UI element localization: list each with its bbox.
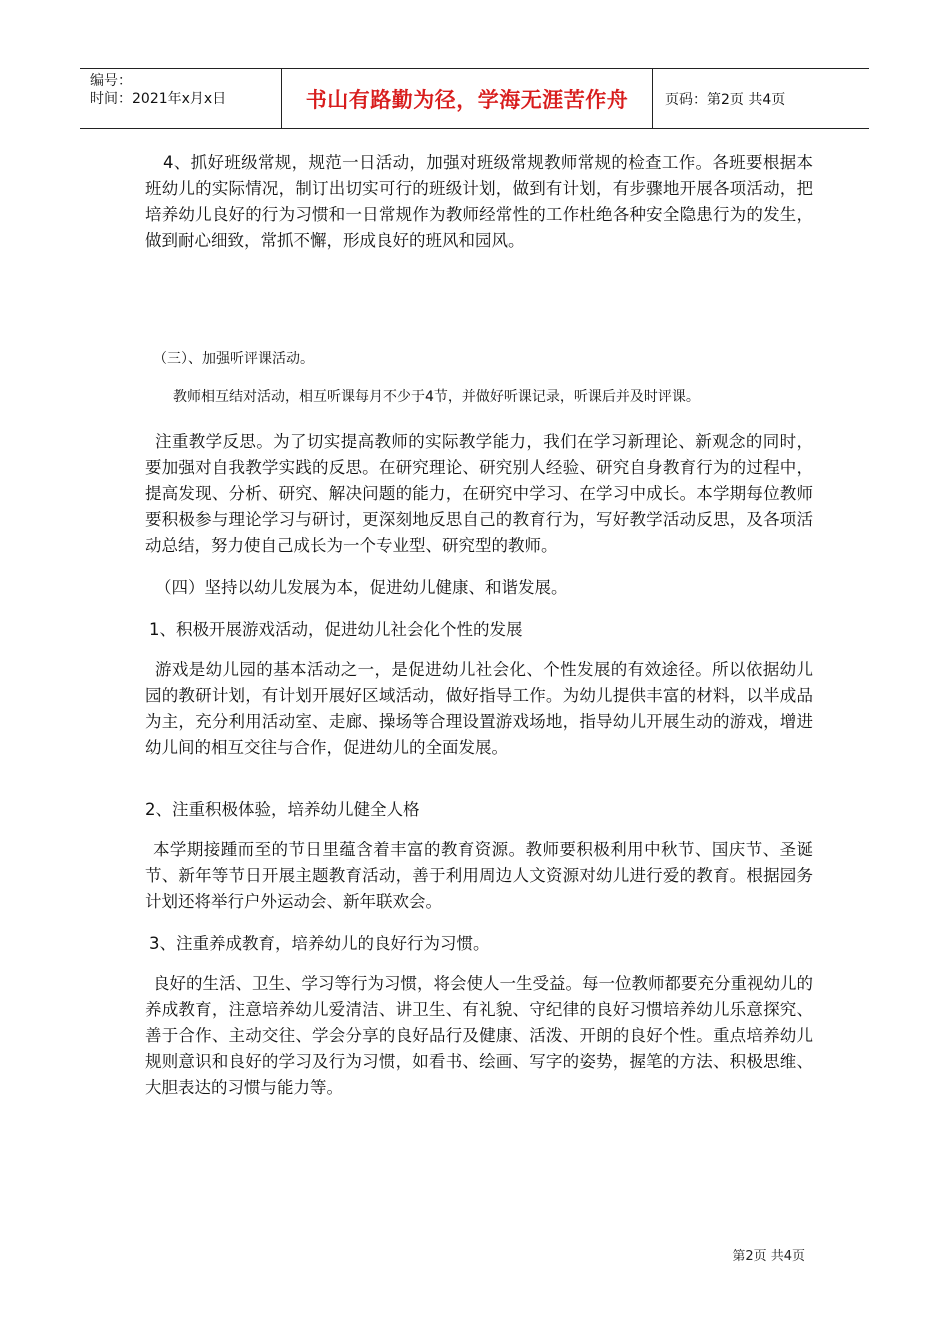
paragraph-peer-observation: 教师相互结对活动，相互听课每月不少于4节，并做好听课记录，听课后并及时评课。	[173, 389, 700, 405]
header-motto: 书山有路勤为径，学海无涯苦作舟	[282, 69, 653, 128]
subheading-habits: 3、注重养成教育，培养幼儿的良好行为习惯。	[149, 934, 490, 953]
paragraph-teaching-reflection: 注重教学反思。为了切实提高教师的实际教学能力，我们在学习新理论、新观念的同时，要加强对自我教学实践的反思。在研究理论、研究别人经验、研究自身教育行为的过程中，提高发现、分析、研究、解决问题的能力，在研究中学习、在学习中成长。本学期每位教师要积极参与理论学习与研讨，更深刻地反思自己的教育行为，写好教学活动反思，及各项活动总结，努力使自己成长为一个专业型、研究型的教师。	[145, 432, 813, 555]
paragraph-class-routine: 4、抓好班级常规，规范一日活动，加强对班级常规教师常规的检查工作。各班要根据本班幼儿的实际情况，制订出切实可行的班级计划，做到有计划，有步骤地开展各项活动，把培养幼儿良好的行为习惯和一日常规作为教师经常性的工作杜绝各种安全隐患行为的发生，做到耐心细致，常抓不懈，形成良好的班风和园风。	[145, 153, 813, 250]
page-footer: 第2页 共4页	[732, 1249, 805, 1264]
section-heading-4: （四）坚持以幼儿发展为本，促进幼儿健康、和谐发展。	[155, 578, 568, 597]
header-page-code: 页码：第2页 共4页	[665, 91, 786, 108]
time-label: 时间：2021年x月x日	[90, 91, 227, 107]
paragraph-habits: 良好的生活、卫生、学习等行为习惯，将会使人一生受益。每一位教师都要充分重视幼儿的养成教育，注意培养幼儿爱清洁、讲卫生、有礼貌、守纪律的良好习惯培养幼儿乐意探究、善于合作、主动交往、学会分享的良好品行及健康、活泼、开朗的良好个性。重点培养幼儿规则意识和良好的学习及行为习惯，如看书、绘画、写字的姿势，握笔的方法、积极思维、大胆表达的习惯与能力等。	[145, 974, 813, 1097]
header-meta	[80, 69, 282, 128]
paragraph-games: 游戏是幼儿园的基本活动之一，是促进幼儿社会化、个性发展的有效途径。所以依据幼儿园的教研计划，有计划开展好区域活动，做好指导工作。为幼儿提供丰富的材料，以半成品为主，充分利用活动室、走廊、操场等合理设置游戏场地，指导幼儿开展生动的游戏，增进幼儿间的相互交往与合作，促进幼儿的全面发展。	[145, 660, 813, 757]
page-header	[80, 68, 869, 129]
paragraph-festivals: 本学期接踵而至的节日里蕴含着丰富的教育资源。教师要积极利用中秋节、国庆节、圣诞节、新年等节日开展主题教育活动，善于利用周边人文资源对幼儿进行爱的教育。根据园务计划还将举行户外运动会、新年联欢会。	[145, 840, 813, 911]
section-heading-3: （三）、加强听评课活动。	[153, 351, 314, 367]
subheading-games: 1、积极开展游戏活动，促进幼儿社会化个性的发展	[149, 620, 523, 639]
document-body	[145, 150, 813, 1101]
number-label: 编号：	[90, 73, 132, 89]
subheading-experience: 2、注重积极体验，培养幼儿健全人格	[145, 800, 420, 819]
